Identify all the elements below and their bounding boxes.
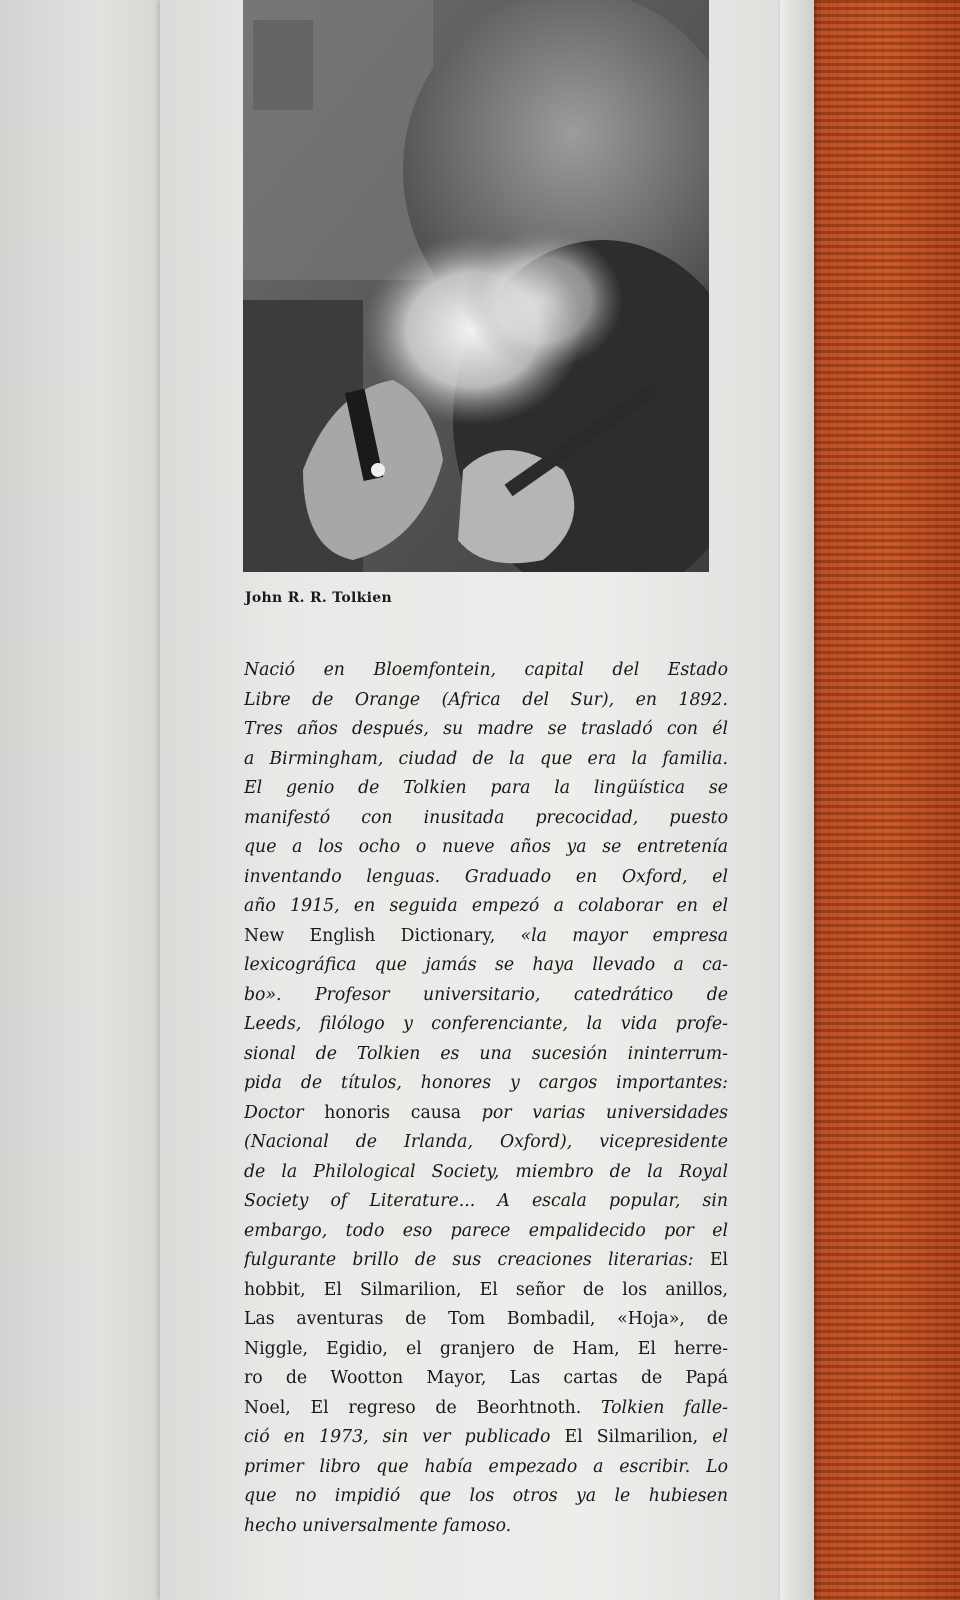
bio-line: [244, 1512, 728, 1542]
bio-line: [244, 1364, 728, 1394]
bio-text-segment: primer libro que había empezado a escribir. Lo: [244, 1456, 728, 1477]
photo-caption: John R. R. Tolkien: [245, 590, 392, 606]
bio-text-segment: El Silmarilion,: [564, 1427, 713, 1447]
bio-line: [244, 686, 728, 716]
bio-text-segment: pida de títulos, honores y cargos importantes:: [244, 1073, 728, 1093]
bio-text-segment: ció en 1973, sin ver publicado: [244, 1427, 565, 1447]
bio-text-segment: fulgurante brillo de sus creaciones literarias:: [244, 1250, 710, 1270]
bio-line: [244, 656, 728, 686]
bio-text-segment: Tolkien falle-: [600, 1397, 728, 1418]
bio-text-segment: de la Philological Society, miembro de la Royal: [244, 1161, 728, 1182]
bio-text-segment: Leeds, filólogo y conferenciante, la vida profe-: [244, 1014, 728, 1034]
bio-text-segment: el: [712, 1427, 728, 1447]
bio-line: [244, 1040, 728, 1070]
bio-text-segment: New English Dictionary,: [244, 925, 521, 946]
bio-text-segment: manifestó con inusitada precocidad, puesto: [244, 807, 728, 828]
bio-line: [244, 1394, 728, 1424]
flap-edge: [780, 0, 814, 1600]
bio-line: [244, 1010, 728, 1040]
bio-line: [244, 1099, 728, 1129]
bio-text-segment: El genio de Tolkien para la lingüística se: [244, 778, 728, 798]
bio-line: [244, 1246, 728, 1276]
bio-line: [244, 922, 728, 952]
bio-text-segment: por varias universidades: [481, 1102, 728, 1123]
bio-text-segment: que a los ocho o nueve años ya se entretenía: [244, 837, 728, 857]
bio-text-segment: Noel, El regreso de Beorhtnoth.: [244, 1397, 601, 1418]
author-photo: [243, 0, 709, 572]
bio-line: [244, 1158, 728, 1188]
bio-line: [244, 863, 728, 893]
bio-line: [244, 1335, 728, 1365]
bio-text-segment: El: [709, 1250, 728, 1270]
bio-line: [244, 1423, 728, 1453]
bio-text-segment: a Birmingham, ciudad de la que era la familia.: [244, 748, 728, 769]
bio-text-segment: que no impidió que los otros ya le hubiesen: [244, 1486, 728, 1506]
bio-text-segment: sional de Tolkien es una sucesión ininterrum-: [244, 1043, 728, 1064]
left-book-page: [0, 0, 165, 1600]
bio-line: [244, 1305, 728, 1335]
bio-text-segment: año 1915, en seguida empezó a colaborar en el: [244, 896, 728, 916]
bio-line: [244, 1217, 728, 1247]
bio-line: [244, 715, 728, 745]
bio-line: [244, 804, 728, 834]
author-biography: [244, 656, 728, 1541]
bio-text-segment: ro de Wootton Mayor, Las cartas de Papá: [244, 1368, 728, 1388]
bio-line: [244, 951, 728, 981]
bio-line: [244, 745, 728, 775]
bio-text-segment: lexicográfica que jamás se haya llevado a ca-: [244, 955, 728, 975]
bio-line: [244, 833, 728, 863]
bio-text-segment: bo». Profesor universitario, catedrático de: [244, 984, 728, 1005]
bio-text-segment: embargo, todo eso parece empalidecido por el: [244, 1220, 728, 1241]
bio-line: [244, 1276, 728, 1306]
bio-text-segment: Doctor: [244, 1102, 325, 1123]
bio-text-segment: Society of Literature... A escala popular, sin: [244, 1191, 728, 1211]
bio-text-segment: «la mayor empresa: [520, 925, 728, 946]
bio-text-segment: Tres años después, su madre se trasladó con él: [244, 719, 728, 739]
bio-text-segment: hecho universalmente famoso.: [244, 1515, 512, 1536]
bio-text-segment: inventando lenguas. Graduado en Oxford, el: [244, 866, 728, 887]
bio-line: [244, 981, 728, 1011]
bio-text-segment: honoris causa: [324, 1102, 482, 1123]
author-photo-image: [243, 0, 709, 572]
bio-line: [244, 1453, 728, 1483]
bio-line: [244, 1128, 728, 1158]
bio-text-segment: Las aventuras de Tom Bombadil, «Hoja», de: [244, 1309, 728, 1329]
orange-fabric-background: [810, 0, 960, 1600]
bio-line: [244, 1187, 728, 1217]
bio-text-segment: Niggle, Egidio, el granjero de Ham, El herre-: [244, 1338, 728, 1359]
bio-text-segment: hobbit, El Silmarilion, El señor de los anillos,: [244, 1279, 728, 1300]
bio-line: [244, 1482, 728, 1512]
bio-line: [244, 1069, 728, 1099]
bio-line: [244, 892, 728, 922]
bio-text-segment: Libre de Orange (Africa del Sur), en 1892.: [244, 689, 728, 710]
bio-line: [244, 774, 728, 804]
bio-text-segment: Nació en Bloemfontein, capital del Estado: [244, 660, 728, 680]
bio-text-segment: (Nacional de Irlanda, Oxford), vicepresidente: [244, 1132, 728, 1152]
